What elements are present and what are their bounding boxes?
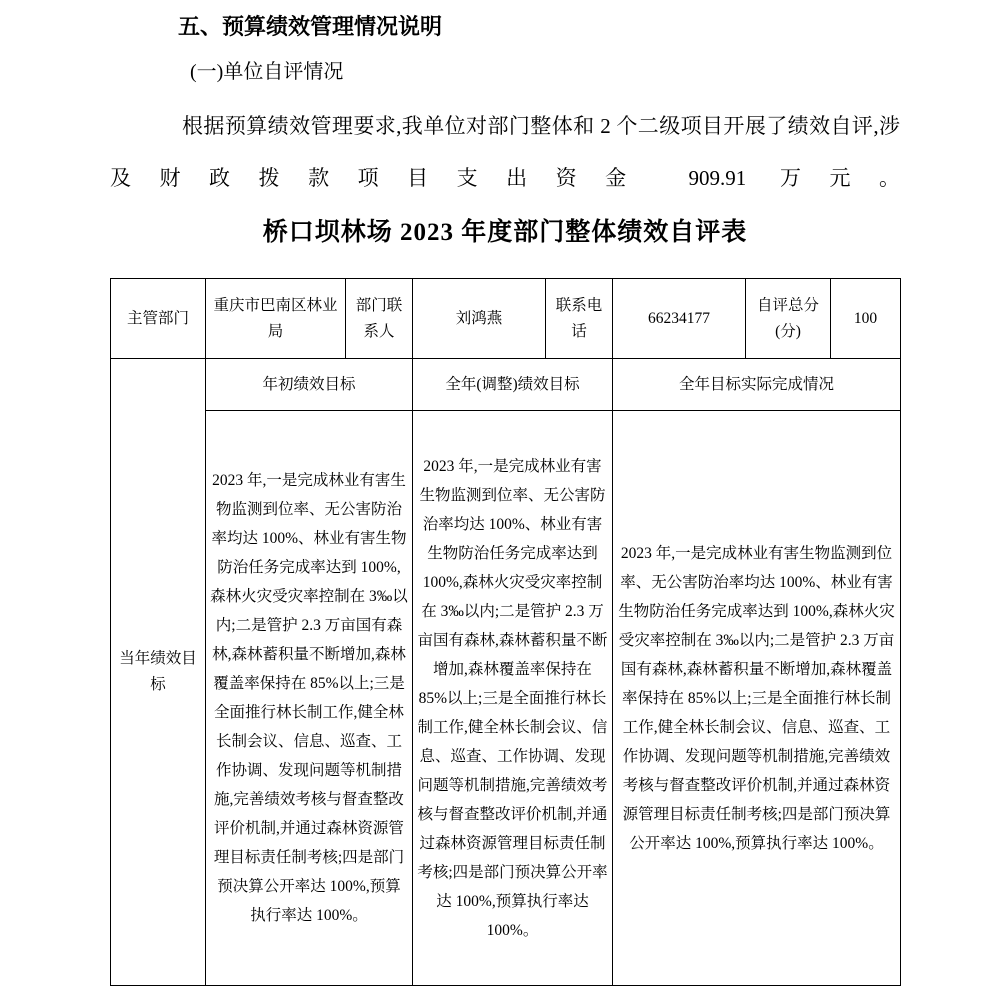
dept-value-cell: 重庆市巴南区林业局 xyxy=(206,279,346,359)
contact-value-cell: 刘鸿燕 xyxy=(413,279,546,359)
goal-row-label-cell: 当年绩效目标 xyxy=(111,359,206,986)
adjusted-goal-text-cell: 2023 年,一是完成林业有害生物监测到位率、无公害防治率均达 100%、林业有害生物防治任务完成率达到 100%,森林火灾受灾率控制在 3‰以内;二是管护 2.3 万亩国有森林,森林蓄积量不断增加,森林覆盖率保持在 85%以上;三是全面推行林长制工作,健全林长制会议、信息、巡查、工作协调、发现问题等机制措施,完善绩效考核与督查整改评价机制,并通过森林资源管理目标责任制考核;四是部门预决算公开率达 100%,预算执行率达 100%。 xyxy=(413,411,613,986)
score-value-cell: 100 xyxy=(831,279,901,359)
actual-completion-text-cell: 2023 年,一是完成林业有害生物监测到位率、无公害防治率均达 100%、林业有害生物防治任务完成率达到 100%,森林火灾受灾率控制在 3‰以内;二是管护 2.3 万亩国有森林,森林蓄积量不断增加,森林覆盖率保持在 85%以上;三是全面推行林长制工作,健全林长制会议、信息、巡查、工作协调、发现问题等机制措施,完善绩效考核与督查整改评价机制,并通过森林资源管理目标责任制考核;四是部门预决算公开率达 100%,预算执行率达 100%。 xyxy=(613,411,901,986)
self-evaluation-table xyxy=(110,278,901,986)
score-label-cell: 自评总分(分) xyxy=(746,279,831,359)
table-row-info xyxy=(111,279,901,359)
table-title: 桥口坝林场 2023 年度部门整体绩效自评表 xyxy=(262,219,748,246)
document-page xyxy=(110,13,900,986)
phone-label-cell: 联系电话 xyxy=(546,279,613,359)
table-row-goal-headers xyxy=(111,359,901,411)
phone-value-cell: 66234177 xyxy=(613,279,746,359)
table-row-goal-content xyxy=(111,411,901,986)
header-actual-completion: 全年目标实际完成情况 xyxy=(613,359,901,411)
section-heading: 五、预算绩效管理情况说明 xyxy=(178,14,443,39)
dept-label-cell: 主管部门 xyxy=(111,279,206,359)
intro-paragraph: 根据预算绩效管理要求,我单位对部门整体和 2 个二级项目开展了绩效自评,涉及财政拨款项目支出资金 909.91 万元。 xyxy=(110,114,900,190)
header-adjusted-goal: 全年(调整)绩效目标 xyxy=(413,359,613,411)
contact-label-cell: 部门联系人 xyxy=(346,279,413,359)
initial-goal-text-cell: 2023 年,一是完成林业有害生物监测到位率、无公害防治率均达 100%、林业有害生物防治任务完成率达到 100%,森林火灾受灾率控制在 3‰以内;二是管护 2.3 万亩国有森林,森林蓄积量不断增加,森林覆盖率保持在 85%以上;三是全面推行林长制工作,健全林长制会议、信息、巡查、工作协调、发现问题等机制措施,完善绩效考核与督查整改评价机制,并通过森林资源管理目标责任制考核;四是部门预决算公开率达 100%,预算执行率达 100%。 xyxy=(206,411,413,986)
header-initial-goal: 年初绩效目标 xyxy=(206,359,413,411)
subsection-heading: (一)单位自评情况 xyxy=(190,61,344,83)
